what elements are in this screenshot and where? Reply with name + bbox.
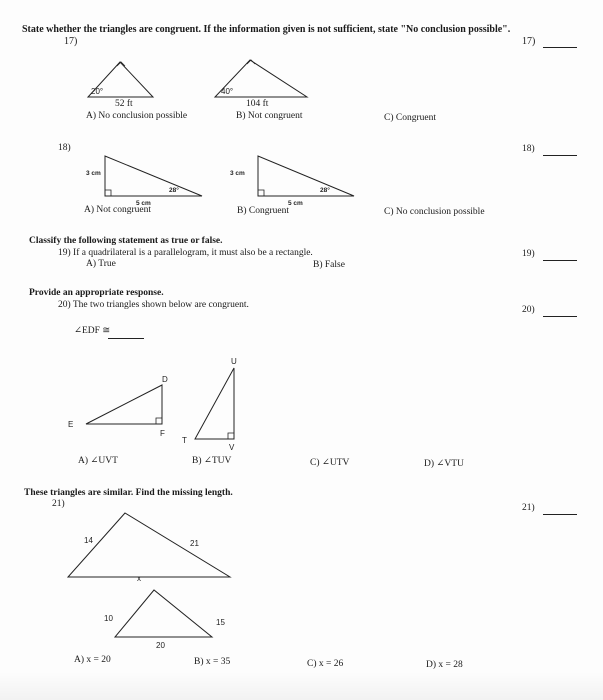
answer-blank-19[interactable] (543, 260, 577, 261)
choice-19a[interactable]: A) True (86, 259, 116, 269)
choice-20c[interactable]: C) ∠UTV (310, 458, 350, 468)
question-number-21: 21) (52, 499, 65, 509)
answer-number-21: 21) (522, 503, 535, 513)
triangle-angle-label: 40° (221, 87, 234, 96)
side-label-3cm: 3 cm (86, 170, 101, 177)
triangle-18-right (228, 150, 358, 207)
answer-blank-17[interactable] (543, 47, 577, 48)
side-label-5cm: 5 cm (136, 200, 151, 207)
triangle-angle-label: 20° (91, 87, 104, 96)
question-number-18: 18) (58, 143, 71, 153)
side-label-14: 14 (84, 536, 93, 545)
congruent-triangles-figure (60, 350, 280, 460)
choice-17c[interactable]: C) Congruent (384, 113, 436, 123)
question-19-text: 19) If a quadrilateral is a parallelogram, it must also be a rectangle. (58, 248, 313, 258)
answer-number-17: 17) (522, 36, 536, 47)
answer-number-20: 20) (522, 305, 535, 315)
instructions: State whether the triangles are congruent. If the information given is not sufficient, state "No conclusion possible". (22, 24, 511, 35)
answer-blank-18[interactable] (543, 155, 577, 156)
vertex-label-e: E (68, 420, 74, 429)
choice-21a[interactable]: A) x = 20 (74, 655, 111, 665)
answer-blank-20[interactable] (543, 316, 577, 317)
choice-20b[interactable]: B) ∠TUV (192, 456, 232, 466)
choice-18c[interactable]: C) No conclusion possible (384, 207, 485, 217)
section-heading-true-false: Classify the following statement as true or false. (29, 236, 223, 246)
choice-21c[interactable]: C) x = 26 (307, 659, 344, 669)
choice-20a[interactable]: A) ∠UVT (78, 456, 118, 466)
side-label-21: 21 (190, 539, 199, 548)
side-label-10: 10 (104, 614, 113, 623)
similar-triangles-figure (60, 505, 260, 665)
section-heading-similar: These triangles are similar. Find the missing length. (24, 488, 233, 498)
vertex-label-t: T (182, 436, 187, 445)
answer-number-19: 19) (522, 249, 535, 259)
choice-20d[interactable]: D) ∠VTU (424, 459, 464, 469)
side-label-15: 15 (216, 618, 225, 627)
triangle-52ft (80, 52, 200, 104)
choice-21d[interactable]: D) x = 28 (426, 660, 463, 670)
vertex-label-f: F (160, 429, 165, 438)
question-20-text: 20) The two triangles shown below are congruent. (58, 300, 249, 310)
prompt-answer-blank[interactable] (108, 338, 144, 339)
side-label-20: 20 (156, 641, 165, 650)
answer-blank-21[interactable] (543, 514, 577, 515)
angle-label-28: 28° (320, 187, 330, 194)
choice-19b[interactable]: B) False (313, 260, 345, 270)
triangle-18-left (80, 150, 210, 207)
choice-21b[interactable]: B) x = 35 (194, 657, 231, 667)
choice-18a[interactable]: A) Not congruent (84, 205, 152, 215)
choice-17b[interactable]: B) Not congruent (236, 111, 303, 121)
page-bottom-shadow (0, 672, 603, 700)
choice-18b[interactable]: B) Congruent (237, 206, 289, 216)
vertex-label-v: V (229, 443, 235, 452)
section-heading-response: Provide an appropriate response. (29, 288, 164, 298)
answer-number-18: 18) (522, 144, 535, 154)
side-label-3cm: 3 cm (230, 170, 245, 177)
side-label-52ft: 52 ft (115, 99, 133, 109)
vertex-label-d: D (162, 375, 168, 384)
choice-17a[interactable]: A) No conclusion possible (86, 111, 188, 121)
angle-label-28: 28° (169, 187, 179, 194)
angle-prompt: ∠EDF ≅ (74, 326, 111, 336)
side-label-104ft: 104 ft (246, 99, 269, 109)
question-number-17: 17) (64, 36, 78, 47)
side-label-5cm: 5 cm (288, 200, 303, 207)
vertex-label-u: U (231, 357, 237, 366)
side-label-x: x (137, 574, 141, 583)
triangle-104ft (210, 52, 330, 104)
